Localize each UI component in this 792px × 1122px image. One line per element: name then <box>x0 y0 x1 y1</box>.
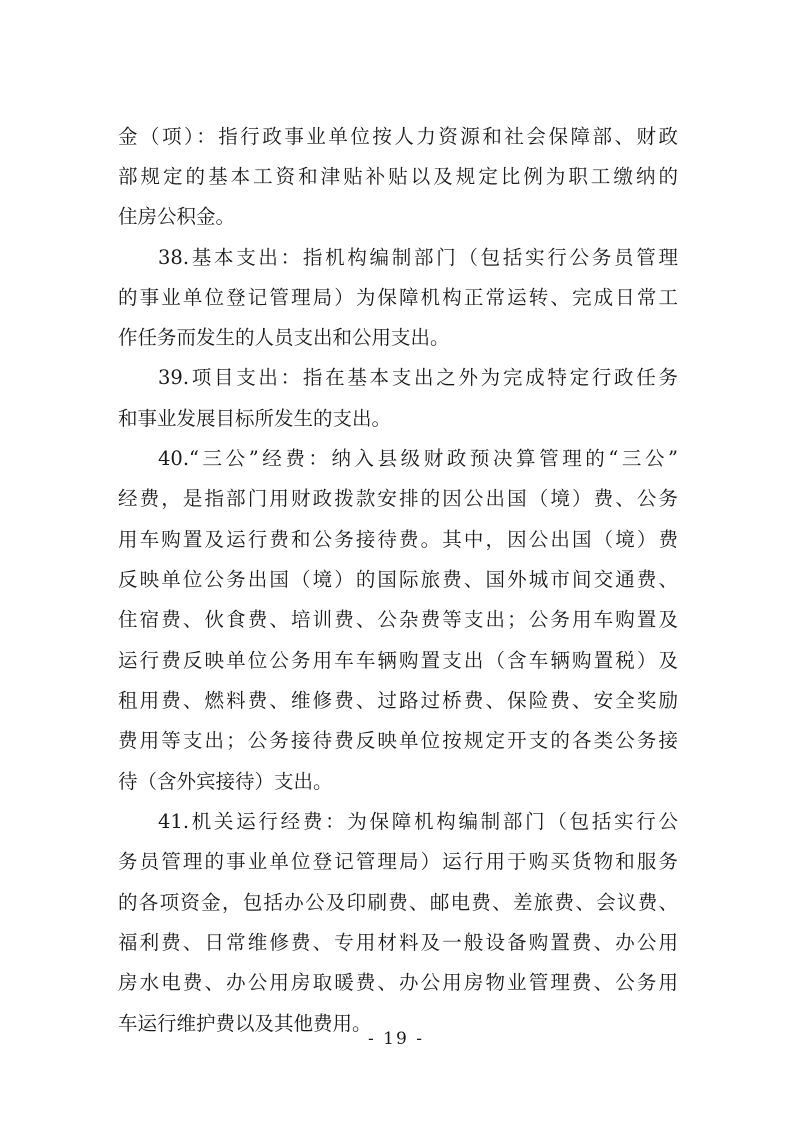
paragraph-line: 部规定的基本工资和津贴补贴以及规定比例为职工缴纳的 <box>118 164 678 188</box>
paragraph-line: 39.项目支出：指在基本支出之外为完成特定行政任务 <box>158 365 678 389</box>
paragraph-line: 41.机关运行经费：为保障机构编制部门（包括实行公 <box>158 809 678 833</box>
paragraph-line: 运行费反映单位公务用车车辆购置支出（含车辆购置税）及 <box>118 648 678 672</box>
paragraph-line: 务员管理的事业单位登记管理局）运行用于购买货物和服务 <box>118 849 678 873</box>
paragraph-line: 经费，是指部门用财政拨款安排的因公出国（境）费、公务 <box>118 486 678 510</box>
paragraph-line: 住房公积金。 <box>118 204 236 228</box>
page-number: - 19 - <box>368 1029 424 1049</box>
paragraph-line: 的事业单位登记管理局）为保障机构正常运转、完成日常工 <box>118 285 678 309</box>
paragraph-line: 金（项）：指行政事业单位按人力资源和社会保障部、财政 <box>118 124 678 148</box>
paragraph-line: 38.基本支出：指机构编制部门（包括实行公务员管理 <box>158 245 678 269</box>
paragraph-line: 车运行维护费以及其他费用。 <box>118 1011 372 1035</box>
paragraph-line: 住宿费、伙食费、培训费、公杂费等支出；公务用车购置及 <box>118 607 678 631</box>
paragraph-line: 待（含外宾接待）支出。 <box>118 769 333 793</box>
paragraph-line: 福利费、日常维修费、专用材料及一般设备购置费、办公用 <box>118 930 678 954</box>
paragraph-line: 反映单位公务出国（境）的国际旅费、国外城市间交通费、 <box>118 567 678 591</box>
paragraph-line: 租用费、燃料费、维修费、过路过桥费、保险费、安全奖励 <box>118 688 678 712</box>
paragraph-line: 40.“三公”经费：纳入县级财政预决算管理的“三公” <box>158 446 678 470</box>
paragraph-line: 费用等支出；公务接待费反映单位按规定开支的各类公务接 <box>118 728 678 752</box>
paragraph-line: 房水电费、办公用房取暖费、办公用房物业管理费、公务用 <box>118 970 678 994</box>
paragraph-line: 用车购置及运行费和公务接待费。其中，因公出国（境）费 <box>118 527 678 551</box>
paragraph-line: 和事业发展目标所发生的支出。 <box>118 406 392 430</box>
paragraph-line: 的各项资金，包括办公及印刷费、邮电费、差旅费、会议费、 <box>118 890 678 914</box>
paragraph-line: 作任务而发生的人员支出和公用支出。 <box>118 325 450 349</box>
